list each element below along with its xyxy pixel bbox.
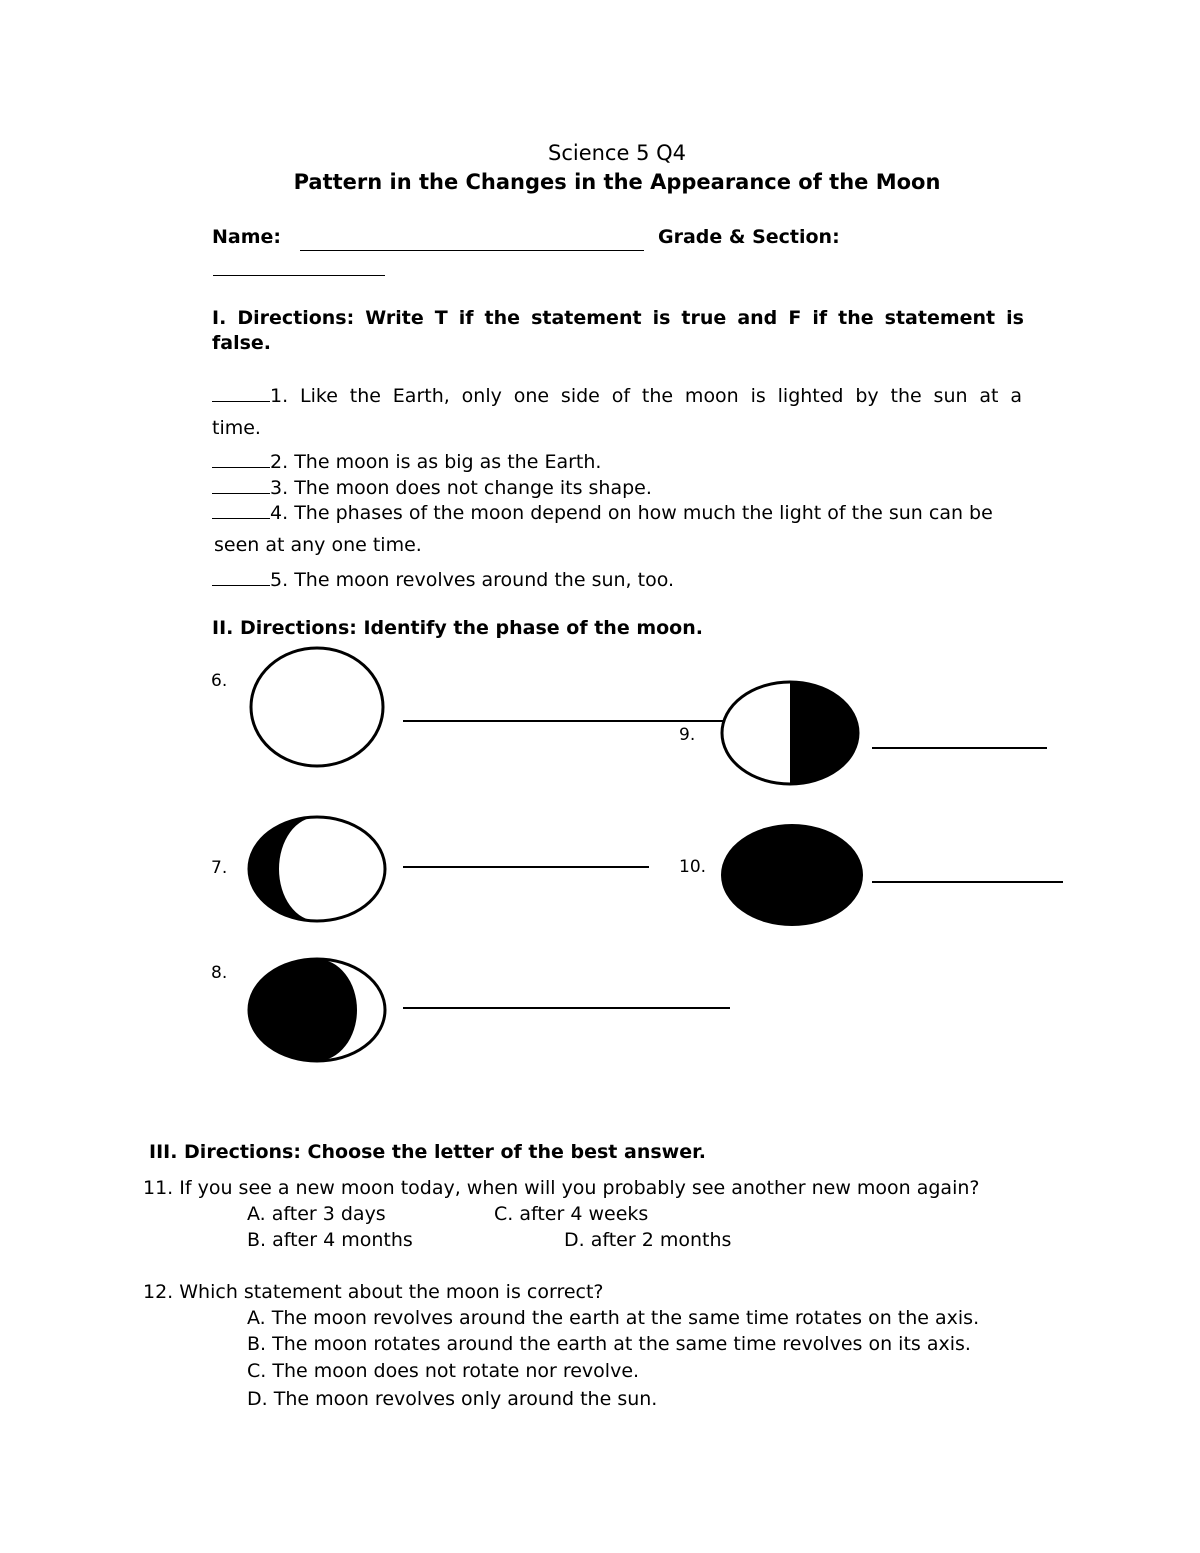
q12-option-d[interactable]: D. The moon revolves only around the sun.: [247, 1388, 658, 1410]
quarter-moon-icon: [719, 679, 867, 789]
q12-option-c[interactable]: C. The moon does not rotate nor revolve.: [247, 1360, 640, 1382]
name-label: Name:: [212, 226, 282, 248]
part1-directions: I. Directions: Write T if the statement is true and F if the statement is: [212, 307, 1024, 329]
answer-blank-5[interactable]: [212, 567, 270, 586]
answer-blank-1[interactable]: [212, 383, 270, 402]
tf-item-2: 2. The moon is as big as the Earth.: [212, 449, 601, 473]
answer-line-9[interactable]: [872, 747, 1047, 749]
q11-option-c[interactable]: C. after 4 weeks: [494, 1203, 649, 1225]
answer-line-6[interactable]: [403, 720, 725, 722]
answer-line-10[interactable]: [872, 881, 1063, 883]
answer-blank-3[interactable]: [212, 475, 270, 494]
tf-item-4: 4. The phases of the moon depend on how much the light of the sun can be: [212, 500, 993, 524]
phase-item-7-number: 7.: [211, 858, 228, 878]
phase-item-8-number: 8.: [211, 963, 228, 983]
tf-item-4-cont: seen at any one time.: [214, 534, 422, 556]
name-field[interactable]: [300, 250, 644, 251]
worksheet-subtitle: Pattern in the Changes in the Appearance of the Moon: [293, 170, 941, 194]
worksheet-title: Science 5 Q4: [547, 141, 686, 165]
q12-option-b[interactable]: B. The moon rotates around the earth at the same time revolves on its axis.: [247, 1333, 971, 1355]
tf-item-1-cont: time.: [212, 417, 261, 439]
waning-crescent-icon: [246, 955, 391, 1065]
phase-item-10-number: 10.: [679, 857, 707, 877]
full-moon-icon: [248, 646, 388, 772]
question-12: 12. Which statement about the moon is correct?: [143, 1281, 604, 1303]
grade-section-label: Grade & Section:: [658, 226, 840, 248]
question-11: 11. If you see a new moon today, when will you probably see another new moon again?: [143, 1177, 980, 1199]
answer-line-8[interactable]: [403, 1007, 730, 1009]
waxing-gibbous-icon: [246, 813, 391, 925]
q12-option-a[interactable]: A. The moon revolves around the earth at the same time rotates on the axis.: [247, 1307, 980, 1329]
phase-item-9-number: 9.: [679, 725, 696, 745]
answer-line-7[interactable]: [403, 866, 649, 868]
part3-directions: III. Directions: Choose the letter of the best answer.: [149, 1141, 706, 1163]
answer-blank-2[interactable]: [212, 449, 270, 468]
q11-option-b[interactable]: B. after 4 months: [247, 1229, 413, 1251]
part1-directions-cont: false.: [212, 332, 272, 354]
part2-directions: II. Directions: Identify the phase of the moon.: [212, 617, 703, 639]
q11-option-a[interactable]: A. after 3 days: [247, 1203, 386, 1225]
phase-item-6-number: 6.: [211, 671, 228, 691]
q11-option-d[interactable]: D. after 2 months: [564, 1229, 732, 1251]
tf-item-3: 3. The moon does not change its shape.: [212, 475, 652, 499]
new-moon-icon: [719, 822, 867, 930]
grade-section-field[interactable]: [213, 275, 385, 276]
answer-blank-4[interactable]: [212, 500, 270, 519]
tf-item-1: 1. Like the Earth, only one side of the moon is lighted by the sun at a: [212, 383, 1022, 407]
tf-item-5: 5. The moon revolves around the sun, too.: [212, 567, 674, 591]
